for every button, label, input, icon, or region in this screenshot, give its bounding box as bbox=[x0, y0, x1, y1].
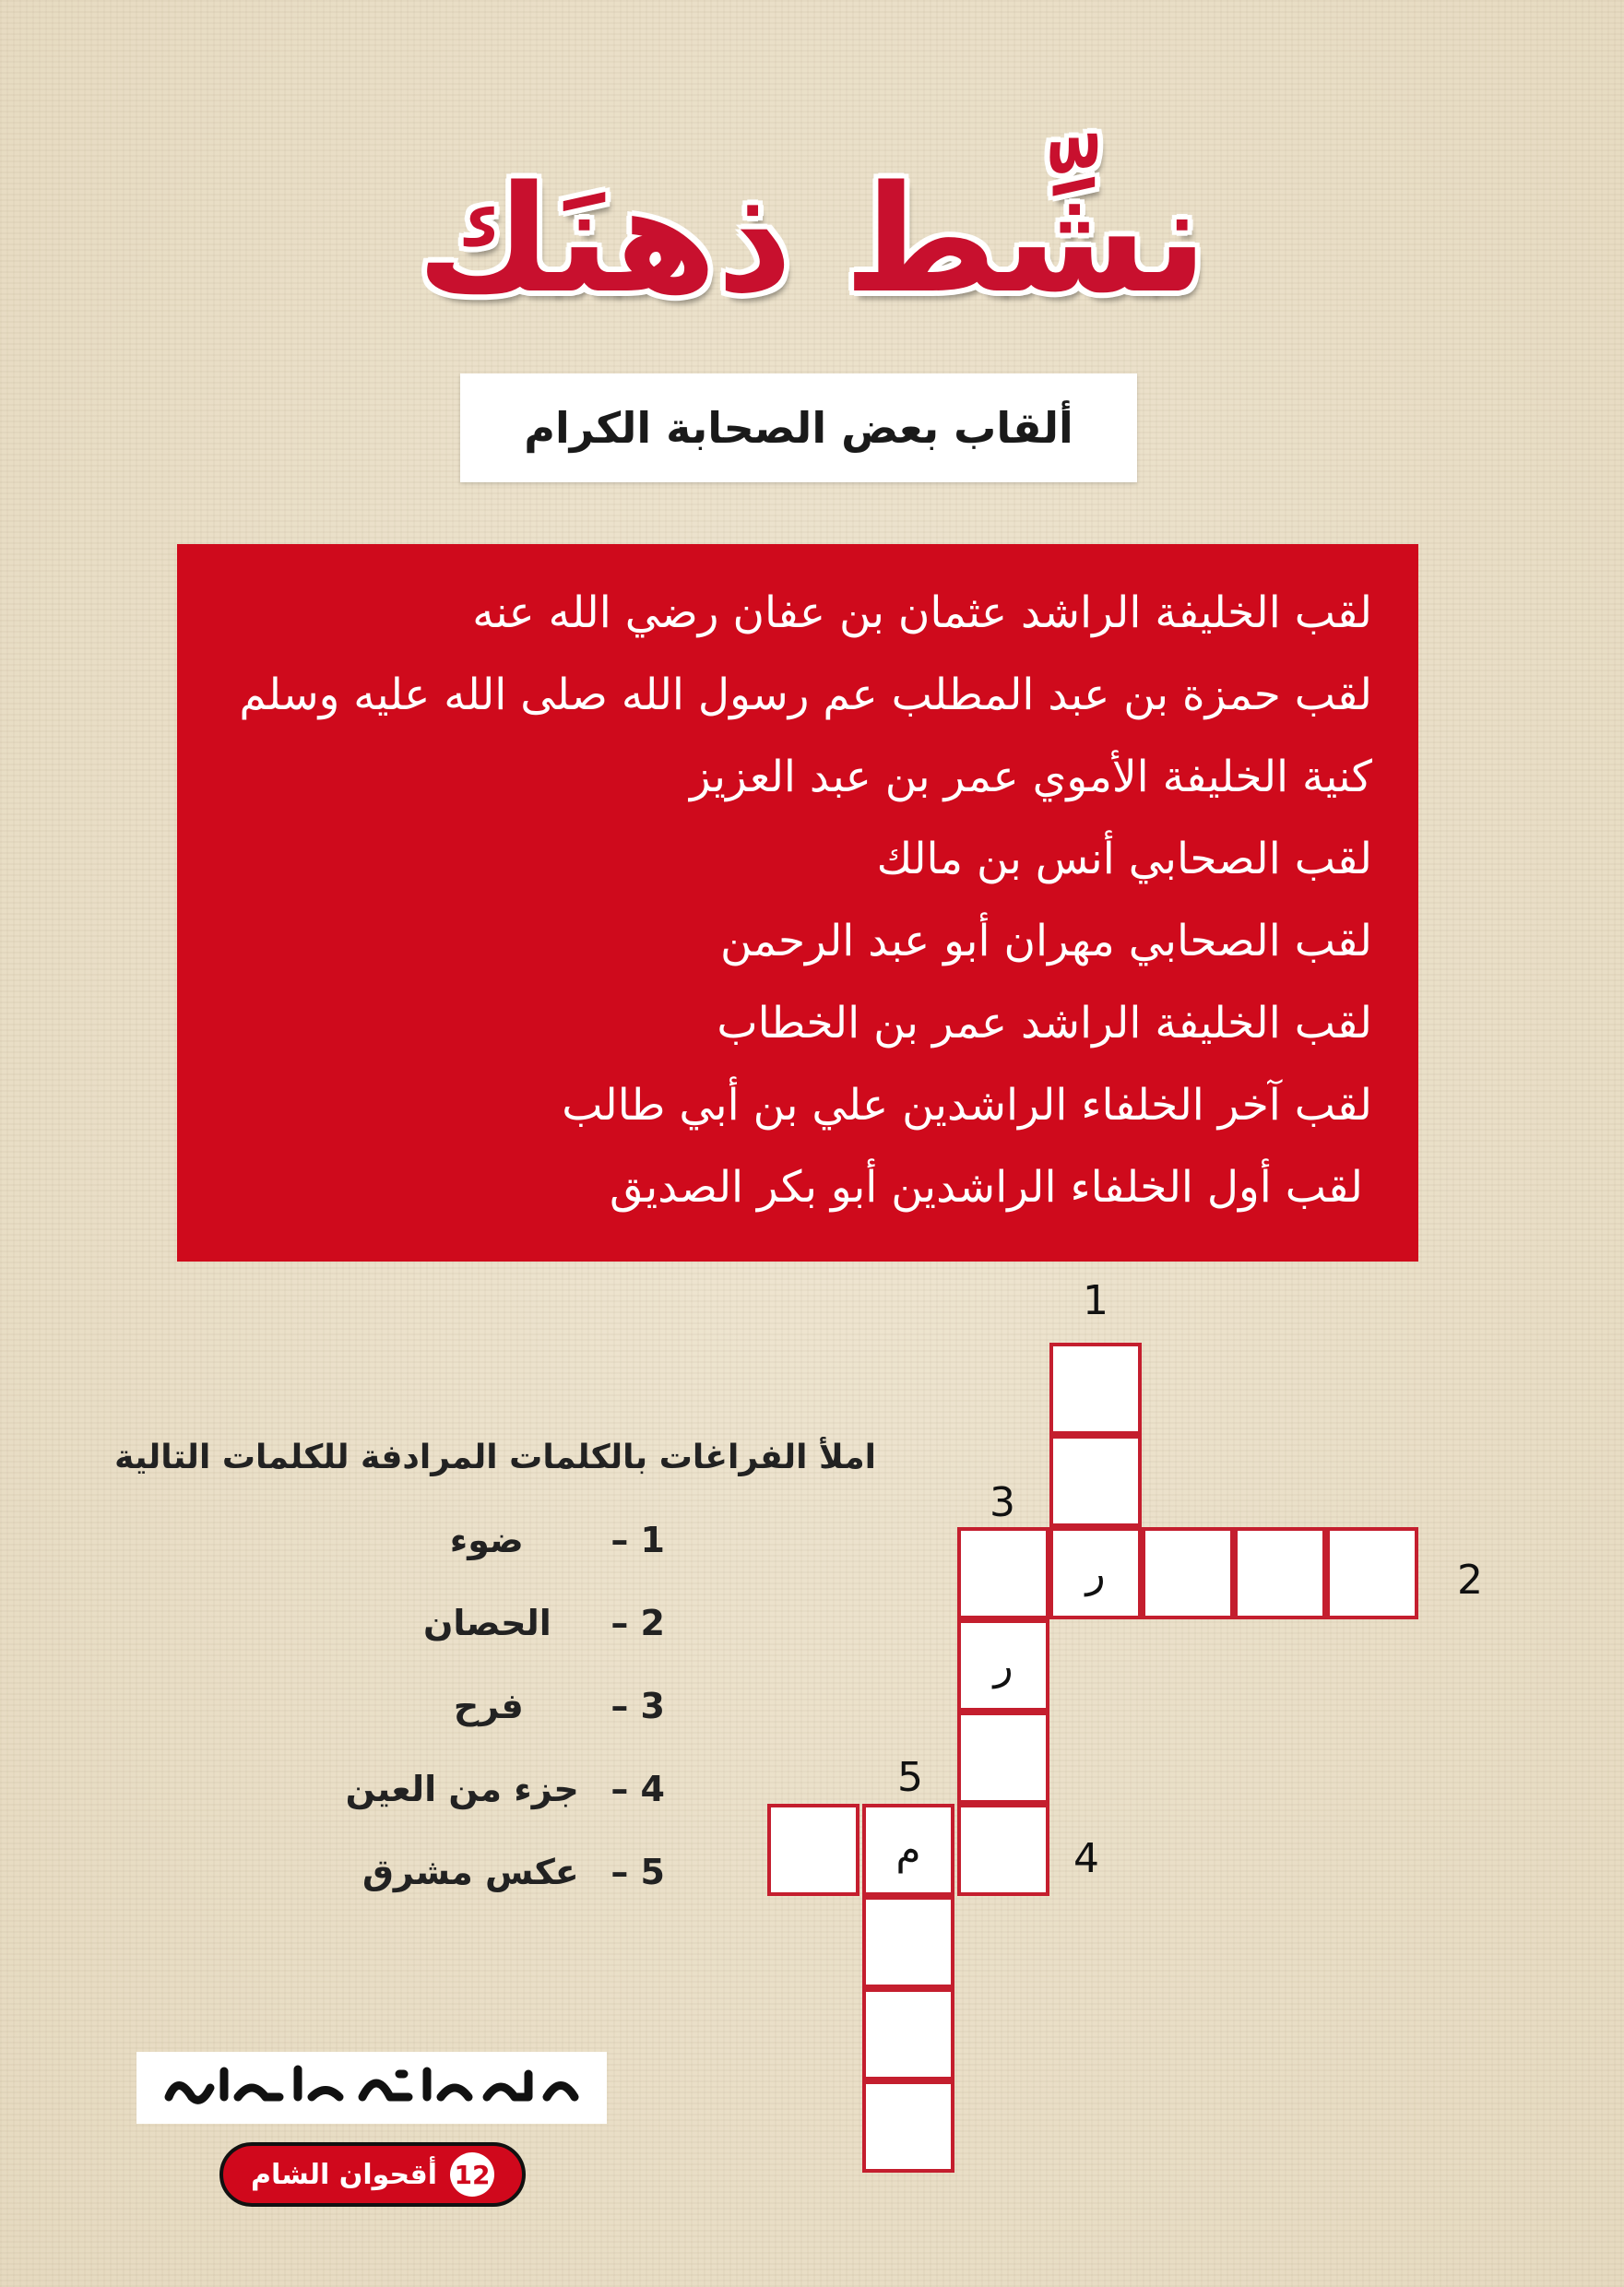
grid-cell[interactable] bbox=[1049, 1343, 1142, 1435]
grid-cell[interactable] bbox=[957, 1712, 1049, 1804]
grid-cell[interactable] bbox=[862, 1804, 954, 1896]
grid-cell[interactable] bbox=[957, 1527, 1049, 1619]
grid-number: 3 bbox=[990, 1479, 1015, 1526]
questions-panel bbox=[177, 544, 1418, 1262]
grid-cell[interactable] bbox=[1049, 1527, 1142, 1619]
clue-item bbox=[346, 1769, 665, 1809]
grid-cell[interactable] bbox=[957, 1804, 1049, 1896]
clue-number: 5 – bbox=[610, 1852, 665, 1892]
grid-number: 1 bbox=[1083, 1277, 1108, 1324]
grid-cell[interactable] bbox=[957, 1619, 1049, 1712]
clue-item bbox=[423, 1603, 665, 1643]
question-line: لقب آخر الخلفاء الراشدين علي بن أبي طالب bbox=[562, 1080, 1372, 1131]
grid-cell[interactable] bbox=[862, 1988, 954, 2080]
clue-item bbox=[450, 1520, 665, 1560]
page-footer-badge bbox=[219, 2142, 526, 2207]
page-title: نشِّط ذهنَك bbox=[416, 153, 1208, 326]
grid-cell[interactable] bbox=[862, 2080, 954, 2173]
given-letter: ر bbox=[1085, 1549, 1106, 1597]
grid-cell[interactable] bbox=[767, 1804, 859, 1896]
clue-number: 4 – bbox=[610, 1769, 665, 1809]
clue-word: جزء من العين bbox=[345, 1769, 579, 1809]
clue-number: 3 – bbox=[610, 1686, 665, 1726]
clue-word: الحصان bbox=[422, 1603, 551, 1643]
calligraphy-logo bbox=[136, 2052, 607, 2124]
question-line: لقب الخليفة الراشد عثمان بن عفان رضي الله عنه bbox=[472, 587, 1372, 638]
question-line: لقب أول الخلفاء الراشدين أبو بكر الصديق bbox=[609, 1162, 1363, 1213]
grid-cell[interactable] bbox=[862, 1896, 954, 1988]
grid-number: 4 bbox=[1073, 1835, 1099, 1882]
clue-number: 2 – bbox=[610, 1603, 665, 1643]
subtitle-box bbox=[460, 373, 1137, 482]
question-line: لقب الخليفة الراشد عمر بن الخطاب bbox=[717, 998, 1372, 1049]
page-number: 12 bbox=[450, 2152, 494, 2197]
question-line: لقب الصحابي مهران أبو عبد الرحمن bbox=[720, 916, 1372, 966]
question-line: كنية الخليفة الأموي عمر بن عبد العزيز bbox=[689, 752, 1372, 802]
grid-number: 2 bbox=[1457, 1557, 1483, 1604]
clue-word: ضوء bbox=[449, 1520, 524, 1560]
grid-number: 5 bbox=[897, 1754, 923, 1801]
clue-item bbox=[362, 1852, 665, 1892]
subtitle-text: ألقاب بعض الصحابة الكرام bbox=[524, 403, 1073, 453]
clue-item bbox=[454, 1686, 665, 1726]
magazine-name: أقحوان الشام bbox=[250, 2158, 438, 2191]
grid-cell[interactable] bbox=[1049, 1435, 1142, 1527]
grid-cell[interactable] bbox=[1234, 1527, 1326, 1619]
given-letter: م bbox=[895, 1826, 921, 1874]
clue-word: فرح bbox=[453, 1686, 524, 1726]
clue-number: 1 – bbox=[610, 1520, 665, 1560]
grid-cell[interactable] bbox=[1326, 1527, 1418, 1619]
question-line: لقب الصحابي أنس بن مالك bbox=[876, 834, 1372, 884]
given-letter: ر bbox=[993, 1641, 1014, 1689]
clue-word: عكس مشرق bbox=[362, 1852, 579, 1892]
puzzle-instruction: املأ الفراغات بالكلمات المرادفة للكلمات التالية bbox=[114, 1439, 876, 1476]
grid-cell[interactable] bbox=[1142, 1527, 1234, 1619]
calligraphy-logo-icon bbox=[150, 2060, 593, 2115]
question-line: لقب حمزة بن عبد المطلب عم رسول الله صلى الله عليه وسلم bbox=[239, 670, 1372, 720]
